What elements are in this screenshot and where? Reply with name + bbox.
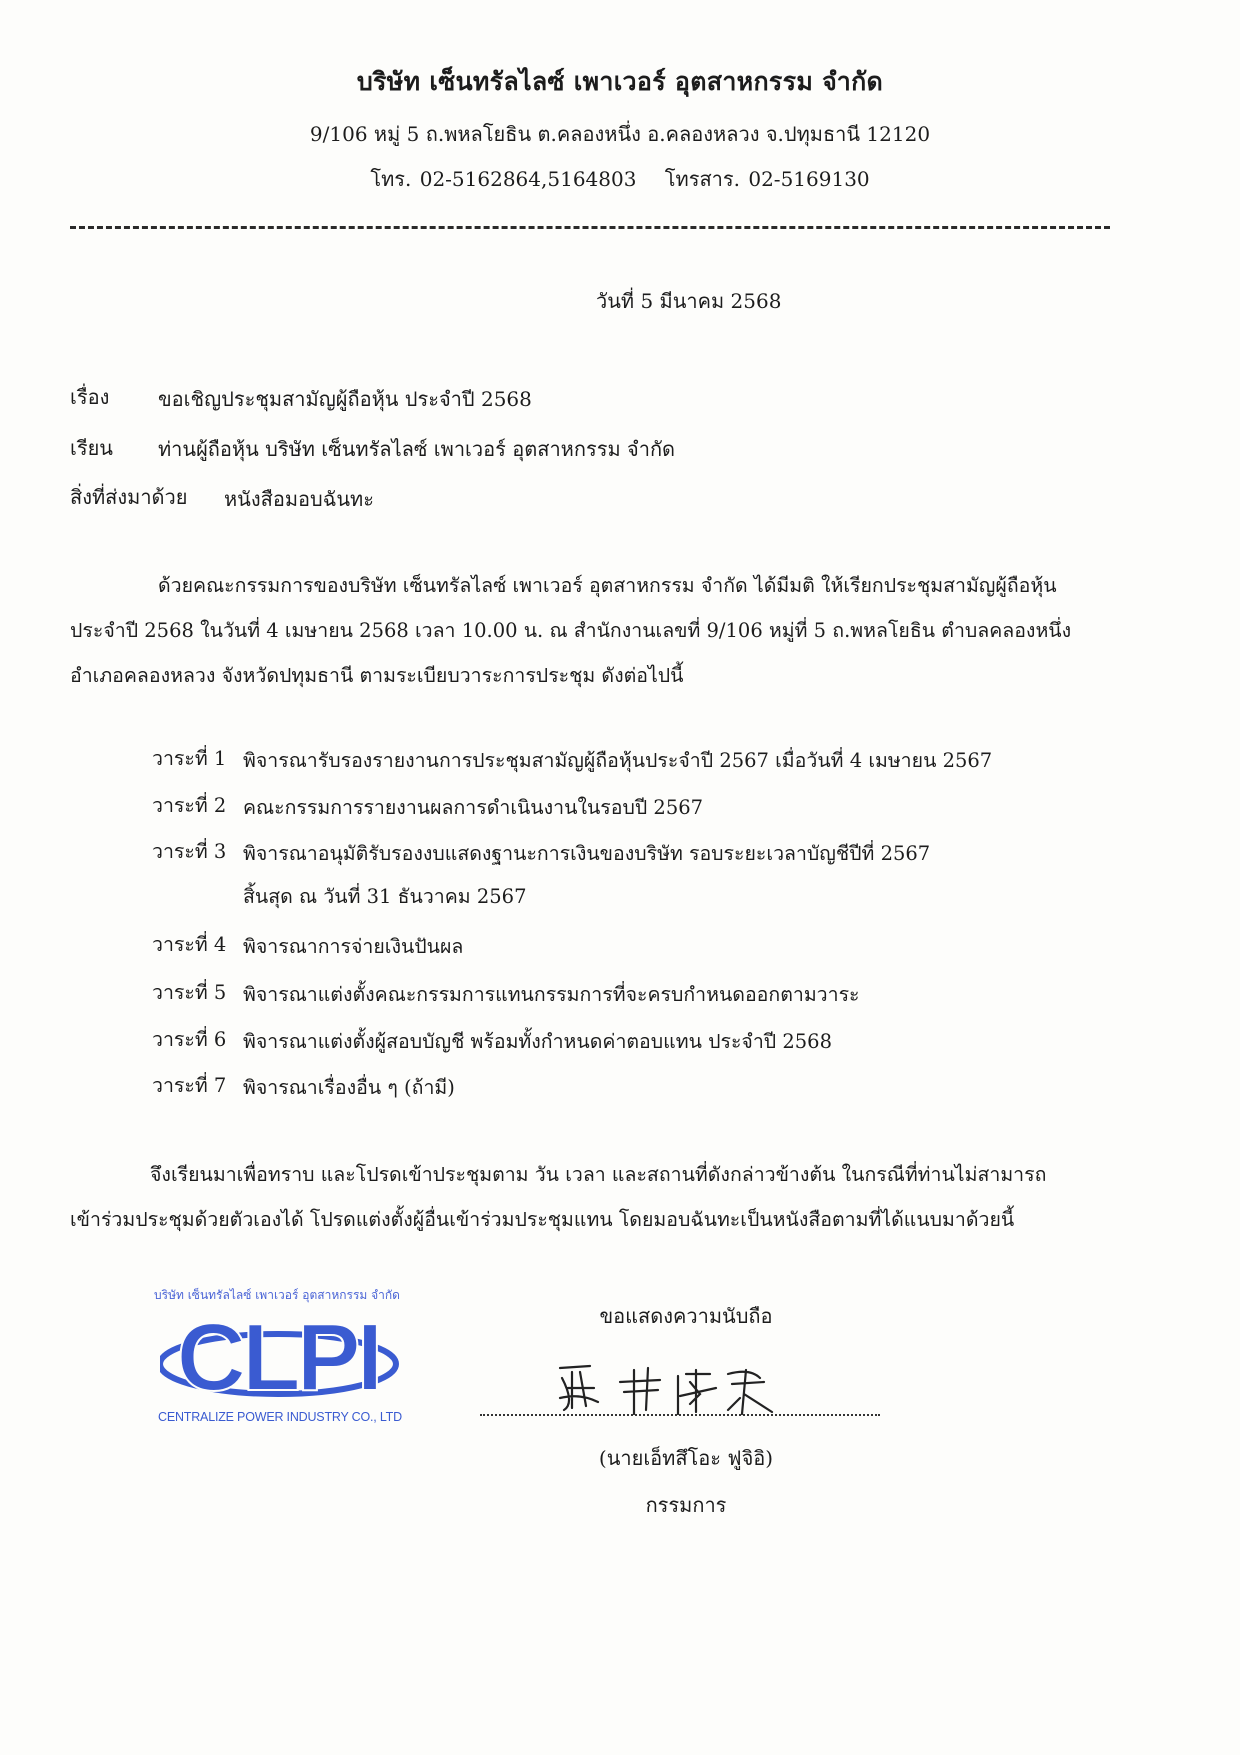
regards: ขอแสดงความนับถือ <box>599 1304 773 1328</box>
letter-date: วันที่ 5 มีนาคม 2568 <box>596 289 782 313</box>
agenda-item-text: พิจารณาเรื่องอื่น ๆ (ถ้ามี) <box>243 1076 455 1099</box>
company-name: บริษัท เซ็นทรัลไลซ์ เพาเวอร์ อุตสาหกรรม จำกัด <box>356 67 884 96</box>
stamp-logo-text: CLPI <box>176 1304 380 1404</box>
contact-line <box>0 163 1240 195</box>
subject-value: ขอเชิญประชุมสามัญผู้ถือหุ้น ประจำปี 2568 <box>158 387 532 411</box>
agenda-item-text: พิจารณาอนุมัติรับรองงบแสดงฐานะการเงินของบริษัท รอบระยะเวลาบัญชีปีที่ 2567 <box>243 842 931 865</box>
enclosure-value: หนังสือมอบฉันทะ <box>224 487 374 511</box>
agenda-number: วาระที่ 7 <box>152 1074 227 1097</box>
stamp-company-english: CENTRALIZE POWER INDUSTRY CO., LTD <box>158 1410 402 1424</box>
company-stamp <box>150 1286 430 1436</box>
enclosure-label: สิ่งที่ส่งมาด้วย <box>70 485 188 509</box>
agenda-number: วาระที่ 6 <box>152 1028 227 1051</box>
clpi-logo <box>160 1304 400 1408</box>
closing-line-2: เข้าร่วมประชุมด้วยตัวเองได้ โปรดแต่งตั้งผู้อื่นเข้าร่วมประชุมแทน โดยมอบฉันทะเป็นหนังสือตามที่ได้แนบมาด้วยนี้ <box>70 1208 1015 1231</box>
agenda-number: วาระที่ 2 <box>152 794 227 817</box>
signatory-name: (นายเอ็ทสึโอะ ฟูจิอิ) <box>598 1446 774 1470</box>
fax-number: โทรสาร. 02-5169130 <box>664 167 870 191</box>
signature-line <box>480 1414 880 1416</box>
subject-label: เรื่อง <box>70 385 110 409</box>
agenda-number: วาระที่ 4 <box>152 933 227 956</box>
closing-line-1: จึงเรียนมาเพื่อทราบ และโปรดเข้าประชุมตาม วัน เวลา และสถานที่ดังกล่าวข้างต้น ในกรณีที่ท่านไม่สามารถ <box>150 1163 1047 1186</box>
recipient-value: ท่านผู้ถือหุ้น บริษัท เซ็นทรัลไลซ์ เพาเวอร์ อุตสาหกรรม จำกัด <box>158 437 676 461</box>
agenda-item-text-continued: สิ้นสุด ณ วันที่ 31 ธันวาคม 2567 <box>243 885 527 908</box>
body-line-3: อำเภอคลองหลวง จังหวัดปทุมธานี ตามระเบียบวาระการประชุม ดังต่อไปนี้ <box>70 664 684 687</box>
agenda-item-text: คณะกรรมการรายงานผลการดำเนินงานในรอบปี 2567 <box>243 796 704 819</box>
body-line-2: ประจำปี 2568 ในวันที่ 4 เมษายน 2568 เวลา 10.00 น. ณ สำนักงานเลขที่ 9/106 หมู่ที่ 5 ถ.พหลโยธิน ตำบลคลองหนึ่ง <box>70 619 1072 642</box>
agenda-item-text: พิจารณาแต่งตั้งผู้สอบบัญชี พร้อมทั้งกำหนดค่าตอบแทน ประจำปี 2568 <box>243 1030 832 1053</box>
recipient-label: เรียน <box>70 436 113 460</box>
header-divider <box>70 226 1110 229</box>
agenda-number: วาระที่ 3 <box>152 840 227 863</box>
agenda-number: วาระที่ 5 <box>152 981 227 1004</box>
agenda-number: วาระที่ 1 <box>152 747 227 770</box>
handwritten-signature <box>550 1348 790 1422</box>
agenda-item-text: พิจารณารับรองรายงานการประชุมสามัญผู้ถือหุ้นประจำปี 2567 เมื่อวันที่ 4 เมษายน 2567 <box>243 749 993 772</box>
company-address: 9/106 หมู่ 5 ถ.พหลโยธิน ต.คลองหนึ่ง อ.คลองหลวง จ.ปทุมธานี 12120 <box>309 122 931 146</box>
stamp-company-thai: บริษัท เซ็นทรัลไลซ์ เพาเวอร์ อุตสาหกรรม จำกัด <box>154 1288 400 1302</box>
signatory-position: กรรมการ <box>645 1493 727 1517</box>
agenda-item-text: พิจารณาแต่งตั้งคณะกรรมการแทนกรรมการที่จะครบกำหนดออกตามวาระ <box>243 983 860 1006</box>
phone-number: โทร. 02-5162864,5164803 <box>370 167 637 191</box>
body-line-1: ด้วยคณะกรรมการของบริษัท เซ็นทรัลไลซ์ เพาเวอร์ อุตสาหกรรม จำกัด ได้มีมติ ให้เรียกประชุมสามัญผู้ถือหุ้น <box>158 574 1057 597</box>
agenda-item-text: พิจารณาการจ่ายเงินปันผล <box>243 935 464 958</box>
